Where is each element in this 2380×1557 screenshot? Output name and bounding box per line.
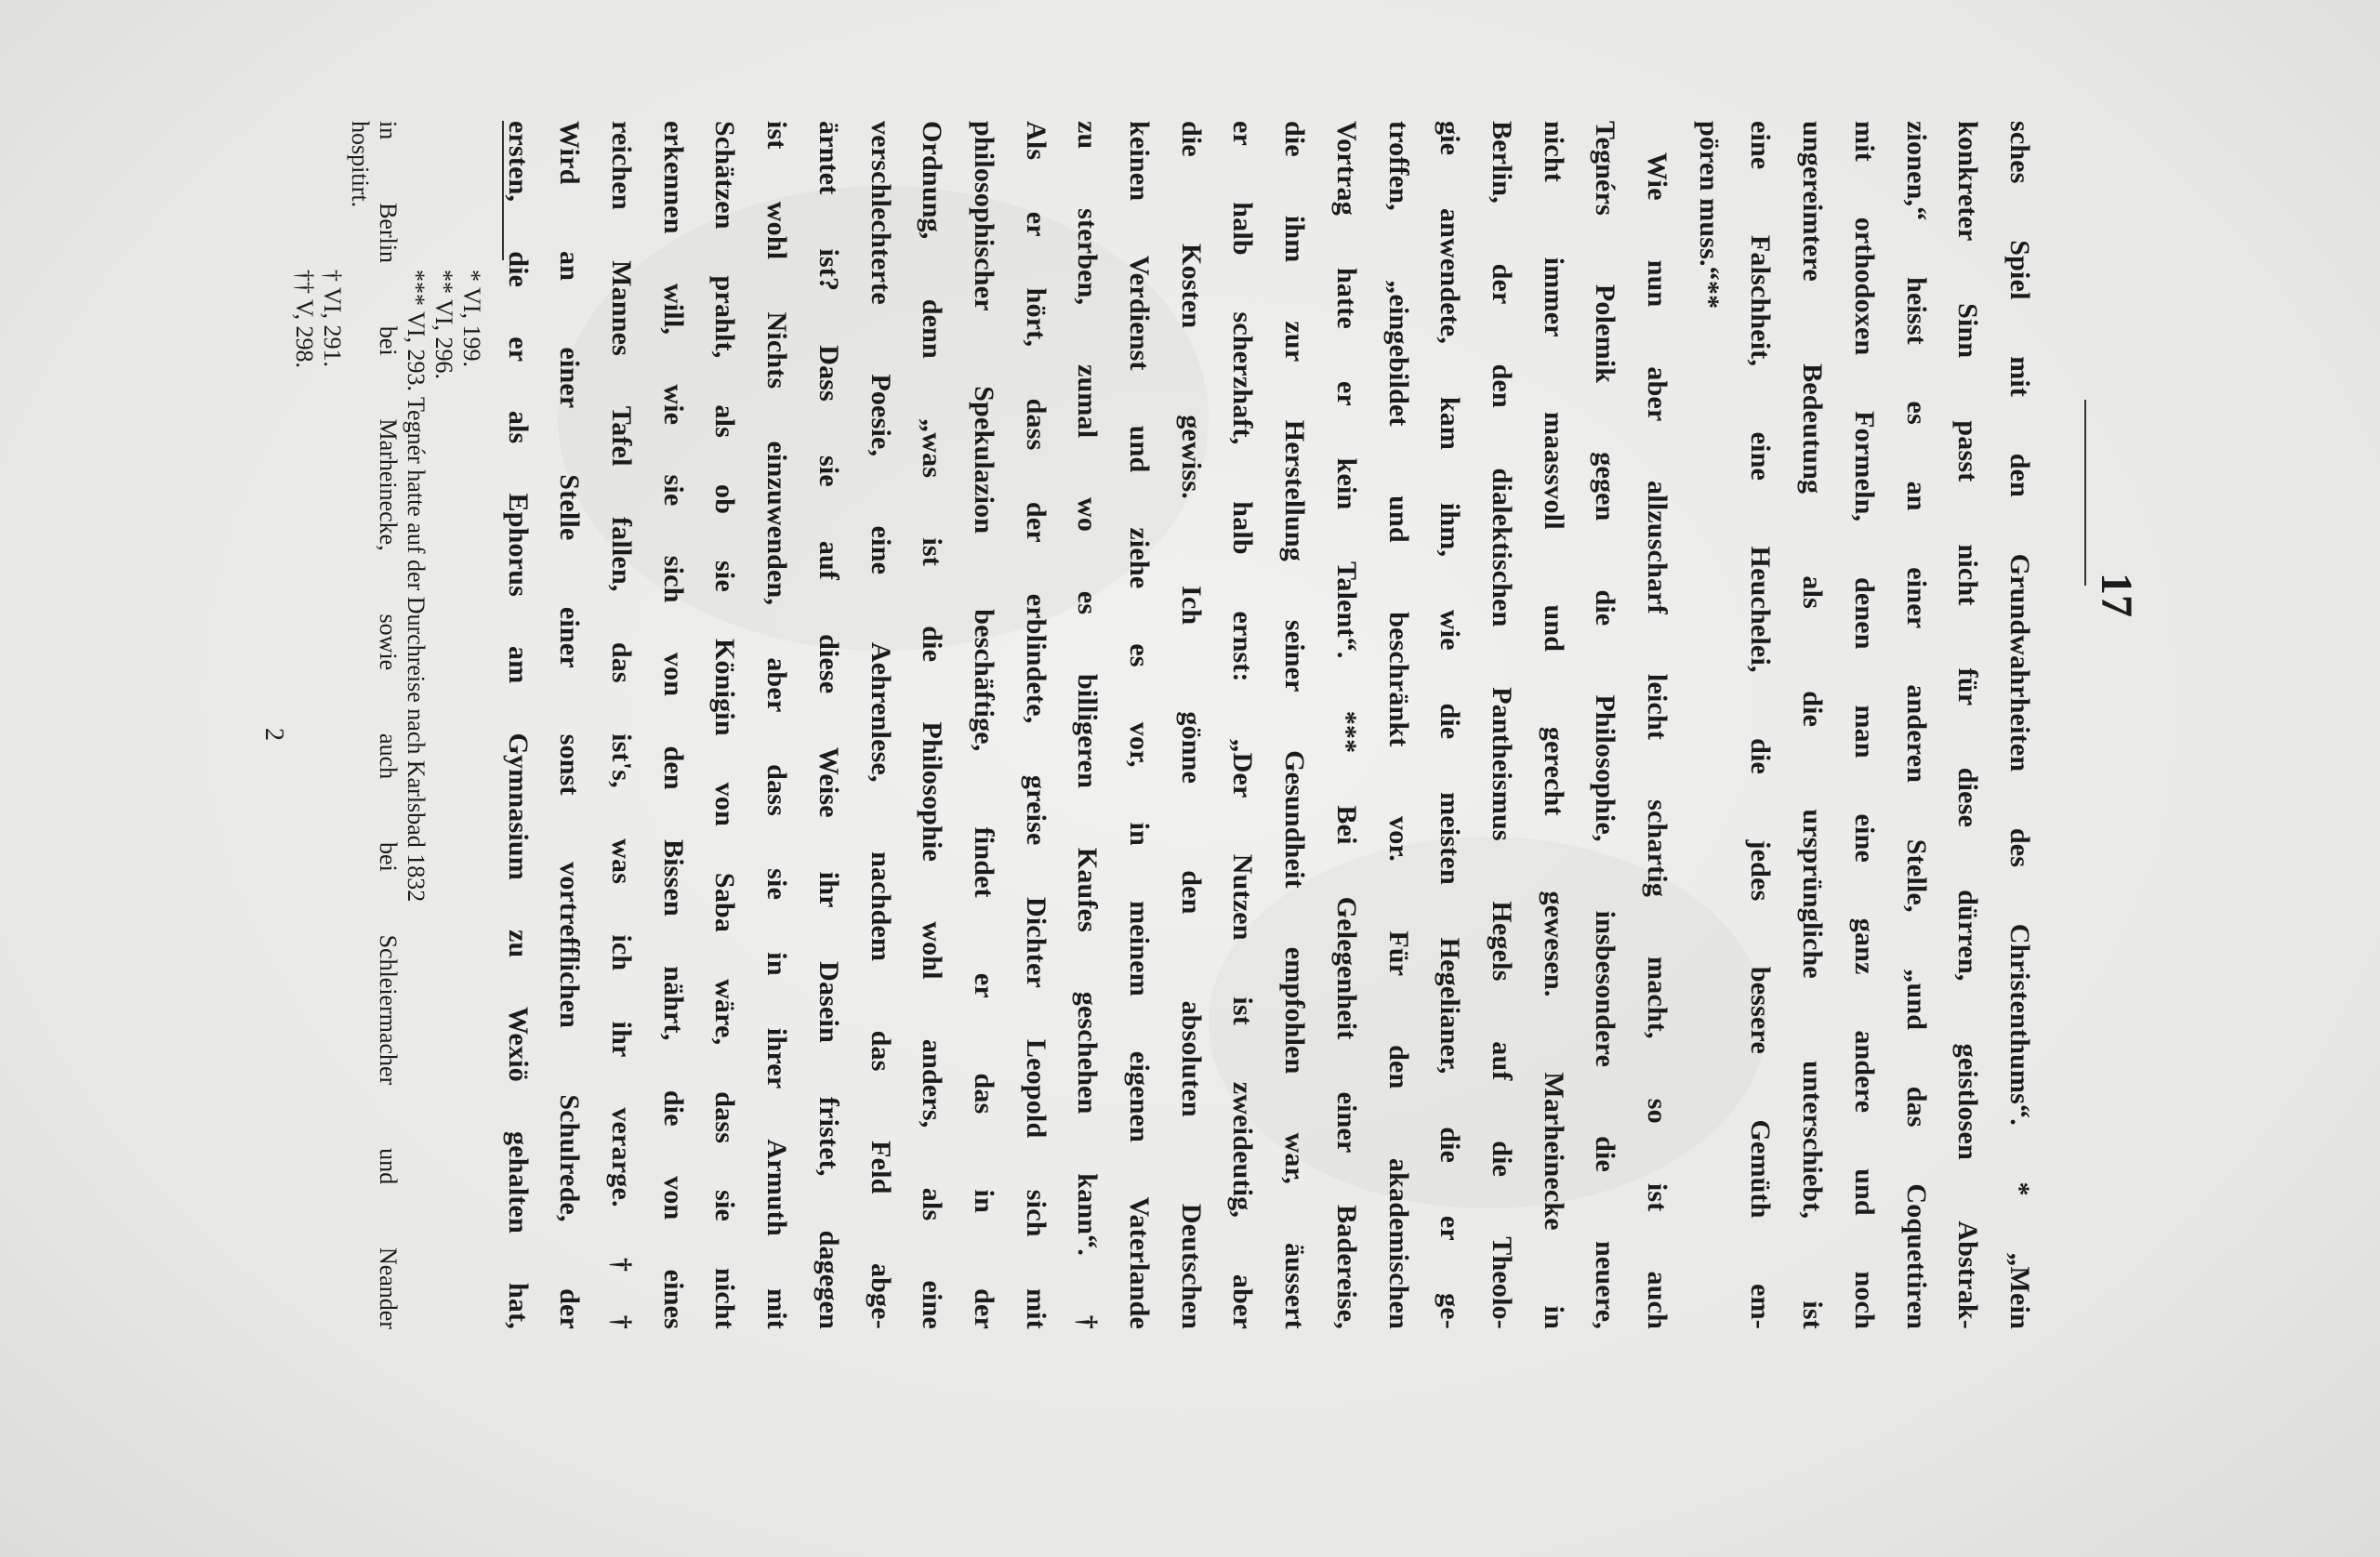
text-line: ersten, die er als Ephorus am Gymnasium zu Wexiö gehalten hat, xyxy=(502,121,534,1329)
text-line: Ordnung, denn „was ist die Philosophie wohl anders, als eine xyxy=(917,121,948,1329)
text-line: keinen Verdienst und ziehe es vor, in meinem eigenen Vaterlande xyxy=(1124,121,1156,1329)
text-line: pören muss.“** xyxy=(1693,121,1725,310)
body-text xyxy=(492,121,2045,1329)
text-line: Berlin, der den dialektischen Pantheismus Hegels auf die Theolo- xyxy=(1486,121,1517,1329)
text-line: Vortrag hatte er kein Talent“. *** Bei Gelegenheit einer Badereise, xyxy=(1330,121,1362,1329)
footnote-line: * VI, 199. xyxy=(458,270,485,367)
rotated-text-block xyxy=(259,121,2141,1348)
text-line: verschlechterte Poesie, eine Aehrenlese, nachdem das Feld abge- xyxy=(865,121,896,1329)
text-line: ist wohl Nichts einzuwenden, aber dass sie in ihrer Armuth mit xyxy=(761,121,793,1329)
text-line: konkreter Sinn passt nicht für diese dürren, geistlosen Abstrak- xyxy=(1952,121,1984,1329)
text-line: philosophischer Spekulazion beschäftige, findet er das in der xyxy=(968,121,999,1329)
footnote-rule xyxy=(502,121,504,260)
footnote-line: †† V, 298. xyxy=(291,270,318,368)
text-line: zionen,“ heisst es an einer anderen Stelle, „und das Coquettiren xyxy=(1900,121,1932,1329)
text-line: gie anwendete, kam ihm, wie die meisten Hegelianer, die er ge- xyxy=(1435,121,1466,1329)
text-line: ungereimtere Bedeutung als die ursprüngliche unterschiebt, ist xyxy=(1797,121,1829,1329)
text-line: Schätzen prahlt, als ob sie Königin von Saba wäre, dass sie nicht xyxy=(709,121,741,1329)
footnotes xyxy=(290,121,485,1329)
text-line: zu sterben, zumal wo es billigeren Kaufes geschehen kann“. † xyxy=(1072,121,1104,1329)
footnote-line: ** VI, 296. xyxy=(430,270,457,379)
text-line: er halb scherzhaft, halb ernst: „Der Nutzen ist zweideutig, aber xyxy=(1227,121,1259,1329)
text-line: erkennen will, wie sie sich von den Bissen nährt, die von eines xyxy=(657,121,689,1329)
text-line: Wird an einer Stelle einer sonst vortrefflichen Schulrede, der xyxy=(554,121,586,1329)
text-line: nicht immer maassvoll und gerecht gewesen. Marheinecke in xyxy=(1538,121,1569,1329)
signature-mark: 2 xyxy=(259,728,288,741)
text-line: reichen Mannes Tafel fallen, das ist's, was ich ihr verarge. †† xyxy=(606,121,638,1329)
text-line: Wie nun aber allzuscharf leicht schartig macht, so ist auch xyxy=(1642,152,1673,1329)
text-line: troffen, „eingebildet und beschränkt vor. Für den akademischen xyxy=(1382,121,1414,1329)
text-line: mit orthodoxen Formeln, denen man eine ganz andere und noch xyxy=(1848,121,1880,1329)
text-line: Als er hört, dass der erblindete, greise Dichter Leopold sich mit xyxy=(1020,121,1051,1329)
text-line: ärntet ist? Dass sie auf diese Weise ihr Dasein fristet, dagegen xyxy=(813,121,844,1329)
footnote-line: † VI, 291. xyxy=(319,270,346,367)
header-rule xyxy=(2084,400,2086,586)
text-line: sches Spiel mit den Grundwahrheiten des Christenthums“. * „Mein xyxy=(2004,121,2035,1329)
footnote-line: in Berlin bei Marheinecke, sowie auch bei Schleiermacher und Neander xyxy=(375,121,402,1329)
text-line: die ihm zur Herstellung seiner Gesundheit empfohlen war, äussert xyxy=(1279,121,1311,1329)
text-line: die Kosten gewiss. Ich gönne den absoluten Deutschen xyxy=(1175,121,1207,1329)
footnote-line: hospitirt. xyxy=(347,121,374,208)
footnote-line: *** VI, 293. Tegnér hatte auf der Durchreise nach Karlsbad 1832 xyxy=(403,270,430,903)
text-line: eine Falschheit, eine Heuchelei, die jedes bessere Gemüth em- xyxy=(1745,121,1777,1329)
page-number: 17 xyxy=(2092,573,2141,617)
text-line: Tegnérs Polemik gegen die Philosophie, insbesondere die neuere, xyxy=(1590,121,1621,1329)
